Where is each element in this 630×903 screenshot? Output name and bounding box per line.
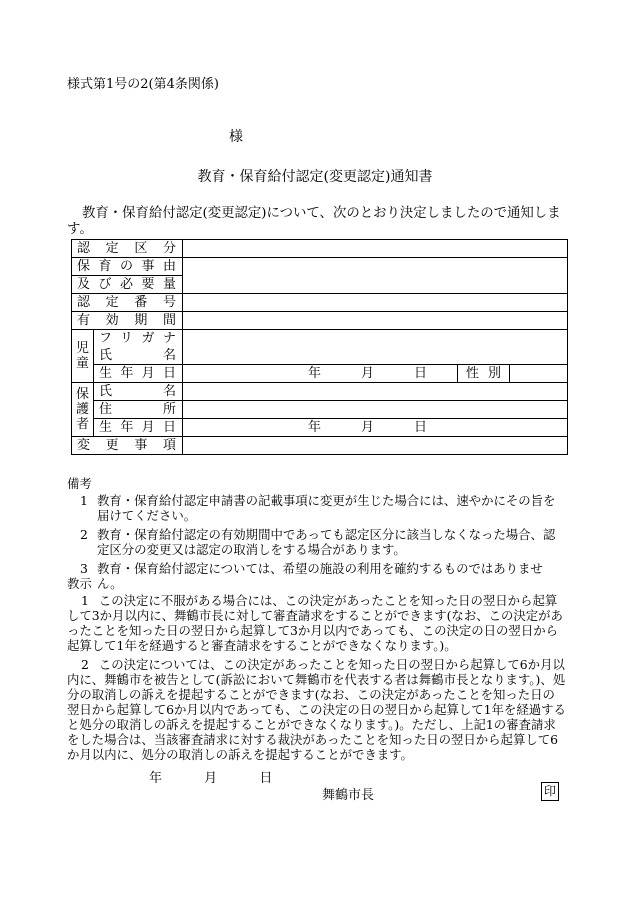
child-dob-day: 日 <box>414 366 428 381</box>
row-valid-period <box>72 312 568 330</box>
issue-date-day: 日 <box>259 771 273 786</box>
instruction-text: この決定に不服がある場合には、この決定があったことを知った日の翌日から起算して3か月以内に、舞鶴市長に対して審査請求をすることができます(なお、この決定があったことを知った日の翌日から起算して3か月以内であっても、この決定の日の翌日から起算して1年を経過すると審査請求をすることができなくなります。)。 <box>67 593 563 653</box>
label-reason-line2: 及び必要量 <box>72 276 183 294</box>
row-reason-1 <box>72 258 568 276</box>
instruction-text: この決定については、この決定があったことを知った日の翌日から起算して6か月以内に、舞鶴市を被告として(訴訟において舞鶴市を代表する者は舞鶴市長となります。)、処分の取消しの訴えを提起することができます(なお、この決定があったことを知った日の翌日から起算して6か月以内であっても、この決定の日の翌日から起算して1年を経過すると処分の取消しの訴えを提起することができなくなります。)。ただし、上記1の審査請求をした場合は、当該審査請求に対する裁決があったことを知った日の翌日から起算して6か月以内に、処分の取消しの訴えを提起することができます。 <box>67 657 566 762</box>
label-furigana: フリガナ <box>94 330 183 348</box>
child-dob-month: 月 <box>361 366 375 381</box>
row-guardian-address <box>72 401 568 419</box>
issue-date-year: 年 <box>149 771 163 786</box>
label-guardian-group <box>72 383 94 437</box>
row-cert-number <box>72 294 568 312</box>
remark-item <box>67 527 567 557</box>
value-child-furigana <box>183 330 568 348</box>
recipient-honorific: 様 <box>229 129 243 145</box>
issue-date <box>149 767 310 786</box>
form-number: 様式第1号の2(第4条関係) <box>67 77 219 92</box>
value-reason <box>183 258 568 294</box>
row-child-name <box>72 347 568 365</box>
remarks-title: 備考 <box>67 476 92 491</box>
row-category <box>72 240 568 258</box>
label-guardian-name: 氏名 <box>94 383 183 401</box>
value-child-name <box>183 347 568 365</box>
label-category: 認定区分 <box>72 240 183 258</box>
value-cert-number <box>183 294 568 312</box>
label-child-name: 氏名 <box>94 347 183 365</box>
value-sex <box>510 365 568 383</box>
value-valid-period <box>183 312 568 330</box>
value-category <box>183 240 568 258</box>
intro-text: 教育・保育給付認定(変更認定)について、次のとおり決定しましたので通知します。 <box>67 206 561 237</box>
value-guardian-address <box>183 401 568 419</box>
label-valid-period: 有効期間 <box>72 312 183 330</box>
value-child-dob <box>183 365 458 383</box>
label-sex: 性別 <box>458 365 510 383</box>
row-changes <box>72 437 568 455</box>
row-child-dob <box>72 365 568 383</box>
instruction-item <box>67 593 567 653</box>
instructions-section <box>67 576 567 766</box>
value-guardian-name <box>183 383 568 401</box>
remark-text: 教育・保育給付認定については、希望の施設の利用を確約するものではありません。 <box>97 561 543 591</box>
value-guardian-dob <box>183 419 568 437</box>
remark-text: 教育・保育給付認定申請書の記載事項に変更が生じた場合には、速やかにその旨を届けてください。 <box>97 493 556 523</box>
row-guardian-dob <box>72 419 568 437</box>
value-changes <box>183 437 568 455</box>
label-changes: 変更事項 <box>72 437 183 455</box>
instructions-title: 教示 <box>67 576 92 591</box>
label-child-group <box>72 330 94 383</box>
remark-number: 1 <box>80 493 88 508</box>
label-reason-line1: 保育の事由 <box>72 258 183 276</box>
instruction-item <box>67 657 567 762</box>
guardian-dob-day: 日 <box>414 420 428 435</box>
guardian-group-text: 保護者 <box>76 387 90 432</box>
label-guardian-dob: 生年月日 <box>94 419 183 437</box>
label-cert-number: 認定番号 <box>72 294 183 312</box>
document-title: 教育・保育給付認定(変更認定)通知書 <box>197 169 433 185</box>
row-child-furigana <box>72 330 568 348</box>
instruction-number: 2 <box>81 657 89 672</box>
row-guardian-name <box>72 383 568 401</box>
remark-item <box>67 493 567 523</box>
label-child-dob: 生年月日 <box>94 365 183 383</box>
seal-box: 印 <box>541 782 559 801</box>
certification-table <box>71 239 568 455</box>
issue-date-month: 月 <box>204 771 218 786</box>
label-guardian-address: 住所 <box>94 401 183 419</box>
instruction-number: 1 <box>81 593 89 608</box>
remark-text: 教育・保育給付認定の有効期間中であっても認定区分に該当しなくなった場合、認定区分の変更又は認定の取消しをする場合があります。 <box>97 527 556 557</box>
remark-number: 3 <box>80 561 88 576</box>
child-group-text: 児童 <box>76 341 90 371</box>
issuer-mayor: 舞鶴市長 <box>322 788 375 803</box>
guardian-dob-year: 年 <box>308 420 322 435</box>
child-dob-year: 年 <box>308 366 322 381</box>
guardian-dob-month: 月 <box>361 420 375 435</box>
remark-number: 2 <box>80 527 88 542</box>
